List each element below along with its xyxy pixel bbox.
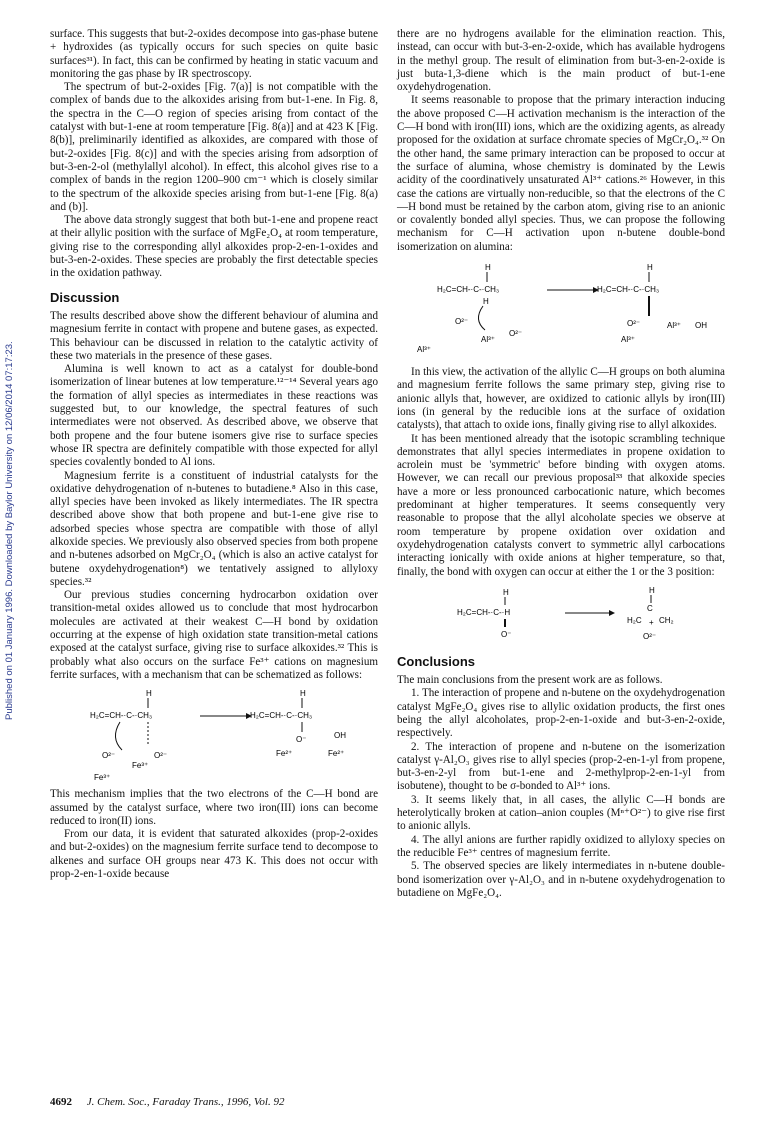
- label-o: O²⁻: [627, 319, 641, 329]
- page-footer: [50, 1096, 284, 1108]
- label-plus: +: [649, 617, 654, 627]
- paragraph: The above data strongly suggest that both but-1-ene and propene react at their allylic position with the surface of MgFe₂O₄ at room temperature, giving rise to the corresponding allyl alkoxides prop-2-en-1-oxides and but-3-en-2-oxides. These species are probably the first detectable species in the oxidation pathway.: [50, 214, 378, 280]
- label-o: O²⁻: [643, 631, 657, 641]
- label-o: O⁻: [501, 629, 512, 639]
- label-oh: OH: [334, 731, 346, 741]
- label-h: H: [647, 263, 653, 273]
- scheme-carbocation-drawing: [397, 585, 725, 645]
- label-fe: Fe³⁺: [94, 773, 111, 783]
- label-o: O⁻: [296, 735, 307, 745]
- formula: H₂C=CH-·C-·CH₃: [437, 285, 500, 295]
- label-ch2: CH₂: [659, 615, 674, 625]
- paragraph: The results described above show the different behaviour of alumina and magnesium ferrite in contact with propene and butene gases, as expected. This behaviour can be discussed in relation to the catalytic activity of these two materials in the presence of these gases.: [50, 309, 378, 362]
- conclusion-item: 2. The interaction of propene and n-butene on the isomerization catalyst γ-Al₂O₃ gives rise to allyl species (prop-2-en-1-yl from propene, but-3-en-2-yl from but-1-ene and 2-methylprop-2-en-1-yl from isobutene), thought to be σ-bonded to Al³⁺ ions.: [397, 740, 725, 793]
- paragraph: In this view, the activation of the allylic C—H groups on both alumina and magnesium ferrite follows the same primary step, giving rise to anionic allyls that, however, are oxidized to cationic allyls by iron(III) ions (in general by the reducible ions at the surface of oxidation catalysts), that attach to oxide ions, finally giving rise to allyl alkoxides.: [397, 366, 725, 432]
- paragraph: This mechanism implies that the two electrons of the C—H bond are assumed by the catalyst surface, where two iron(III) ions can become reduced to iron(II) ions.: [50, 788, 378, 827]
- paragraph: surface. This suggests that but-2-oxides decompose into gas-phase butene + hydroxides (as typically occurs for such species on quite basic surfaces³¹). In fact, this can be confirmed by heating in static vacuum and monitoring the gas phase by IR spectroscopy.: [50, 28, 378, 80]
- label-h: H: [483, 297, 489, 307]
- scheme-carbocation: [397, 585, 725, 645]
- download-notice: [4, 250, 20, 720]
- label-h: H: [146, 689, 152, 699]
- scheme-al-drawing: [397, 260, 725, 360]
- right-column: [397, 28, 725, 900]
- conclusion-item: 1. The interaction of propene and n-butene on the oxydehydrogenation catalyst MgFe₂O₄ gives rise to allylic oxidation products, the first ones being the allyl alcoholates, prop-2-en-1-oxide and but-3-en-2-oxide, respectively.: [397, 687, 725, 740]
- label-o: O²⁻: [455, 317, 469, 327]
- scheme-fe-mechanism: [50, 688, 378, 782]
- scheme-al-mechanism: [397, 260, 725, 360]
- paragraph: Alumina is well known to act as a catalyst for double-bond isomerization of linear butenes at low temperature.¹²⁻¹⁴ Several years ago the formation of allyl species as intermediates in these reactions was suggested but, to our knowledge, the spectral features of such intermediates were not observed. As described above, we observe that both propene and the four butene isomers give rise to surface species whose IR spectra are definitely compatible with those expected for allyl species covalently bonded to Al ions.: [50, 363, 378, 469]
- label-o: O²⁻: [154, 751, 168, 761]
- page-number: 4692: [50, 1096, 72, 1108]
- curved-arrow: [478, 306, 485, 330]
- curved-arrow: [115, 722, 122, 750]
- label-o: O²⁻: [509, 329, 523, 339]
- label-al: Al³⁺: [481, 335, 495, 345]
- label-ch2: H₂C: [627, 615, 642, 625]
- formula: H₂C=CH-·C-·CH₃: [250, 711, 313, 721]
- formula: H₂C=CH-·C-·CH₃: [90, 711, 153, 721]
- scheme-fe-drawing: [50, 688, 378, 782]
- label-h: H: [503, 587, 509, 597]
- label-oh: OH: [695, 321, 707, 331]
- formula: H₂C=CH-·C-·H: [457, 607, 511, 617]
- paragraph: From our data, it is evident that saturated alkoxides (prop-2-oxides and but-2-oxides) on the magnesium ferrite surface tend to decompose to alkenes and surface OH groups near 473 K. This does not occur with prop-2-en-1-oxide because: [50, 828, 378, 881]
- section-heading-conclusions: Conclusions: [397, 653, 476, 669]
- label-fe: Fe³⁺: [132, 761, 149, 771]
- section-heading-discussion: Discussion: [50, 289, 120, 305]
- conclusion-item: 4. The allyl anions are further rapidly oxidized to allyloxy species on the reducible Fe³⁺ centres of magnesium ferrite.: [397, 833, 725, 859]
- label-h: H: [485, 263, 491, 273]
- paragraph: Our previous studies concerning hydrocarbon oxidation over transition-metal oxides allowed us to conclude that most hydrocarbon molecules are activated at their weakest C—H bond by oxidation occurring at the expense of high oxidation state transition-metal cations exposed at the catalyst surface, giving rise to surface alkoxides.³² This is probably what also occurs on the surface Fe³⁺ cations on magnesium ferrite surfaces, with a mechanism that can be schematized as follows:: [50, 589, 378, 681]
- label-fe: Fe²⁺: [276, 749, 293, 759]
- label-h: H: [649, 585, 655, 595]
- conclusion-item: 5. The observed species are likely intermediates in n-butene double-bond isomerization over γ-Al₂O₃ and in n-butene oxydehydrogenation to butadiene on MgFe₂O₄.: [397, 860, 725, 899]
- formula: H₂C=CH-·C-·CH₃: [597, 285, 660, 295]
- label-al: Al³⁺: [417, 345, 431, 355]
- paragraph: there are no hydrogens available for the elimination reaction. This, instead, can occur with but-3-en-2-oxide, which has available hydrogens in the methyl group. The result of elimination from but-3-en-2-oxide is just buta-1,3-diene which is the main product of but-1-ene oxydehydrogenation.: [397, 28, 725, 94]
- label-h: H: [300, 689, 306, 699]
- label-o: O²⁻: [102, 751, 116, 761]
- paragraph: It seems reasonable to propose that the primary interaction inducing the above proposed C—H activation mechanism is the interaction of the C—H bond with iron(III) ions, which are the oxidizing agents, as already proposed for the oxidation at surface chromate species of MgCr₂O₄.³² On the other hand, the same primary interaction can be proposed to occur at the surface of alumina, whose chemistry is dominated by the Lewis acidity of the coordinatively unsaturated Al³⁺ cations.²⁶ However, in this case the cations are virtually non-reducible, so that the electrons of the C—H bond must be retained by the carbon atom, giving rise to an anionic or covalently bonded allyl species. Thus, we can propose the following mechanism for C—H activation upon n-butene double-bond isomerization on alumina:: [397, 94, 725, 253]
- conclusion-item: 3. It seems likely that, in all cases, the allylic C—H bonds are heterolytically broken at cation–anion couples (Mⁿ⁺O²⁻) to give rise first to anionic allyls.: [397, 793, 725, 833]
- left-column: [50, 28, 378, 881]
- label-c: C: [647, 603, 653, 613]
- paragraph: The main conclusions from the present work are as follows.: [397, 674, 663, 687]
- label-al: Al³⁺: [667, 321, 681, 331]
- journal-citation: J. Chem. Soc., Faraday Trans., 1996, Vol. 92: [86, 1096, 285, 1108]
- arrow-head: [609, 610, 615, 616]
- label-fe: Fe²⁺: [328, 749, 345, 759]
- paragraph: The spectrum of but-2-oxides [Fig. 7(a)] is not compatible with the complex of bands due to the alkoxides arising from but-1-ene. In Fig. 8, the spectra in the C—O region of species arising from contact of the catalyst with but-1-ene at room temperature [Fig. 8(a)] and at 423 K [Fig. 8(b)], preliminarily identified as alkoxides, are compared with those of but-2-oxides [Fig. 8(c)] and with the species arising from adsorption of but-3-en-2-ol (methylallyl alcohol). In effect, this alcohol gives rise to a complex of bands in the region 1200–900 cm⁻¹ which is closely similar to the spectrum of the alkoxide species arising from but-1-ene [Fig. 8(a) and (b)].: [50, 81, 378, 213]
- label-al: Al³⁺: [621, 335, 635, 345]
- paragraph: It has been mentioned already that the isotopic scrambling technique demonstrates that allyl species intermediates in propene oxidation to acrolein must be 'symmetric' before binding with oxygen atoms. However, we can recall our previous proposal³³ that alkoxide species have a more or less pronounced carbocationic nature, which becomes predominant at higher temperatures. It seems consequently very reasonable to propose that the allyl alcoholate species we observe at room temperature by propene oxidation over oxidation and oxydehydrogenation catalysts convert to symmetric allyl carbocations interacting ionically with oxide anions at higher temperature, so that, finally, the bond with oxygen can occur at either the 1 or the 3 position:: [397, 432, 725, 578]
- paragraph: Magnesium ferrite is a constituent of industrial catalysts for the oxidative dehydrogenation of n-butenes to butadiene.⁸ Also in this case, allyl species have been invoked as likely intermediates. The IR spectra described above show that both propene and but-1-ene give rise to adsorbed species whose spectra are compatible with those of allyl alkoxide species. We previously also observed species from both propene and n-butenes adsorbed on MgCr₂O₄ (which is also an active catalyst for butene oxydehydrogenation⁸) we tentatively assigned to allyloxy species.³²: [50, 469, 378, 588]
- download-notice-text: Published on 01 January 1996. Downloaded by Baylor University on 12/06/2014 07:17:23.: [4, 341, 15, 720]
